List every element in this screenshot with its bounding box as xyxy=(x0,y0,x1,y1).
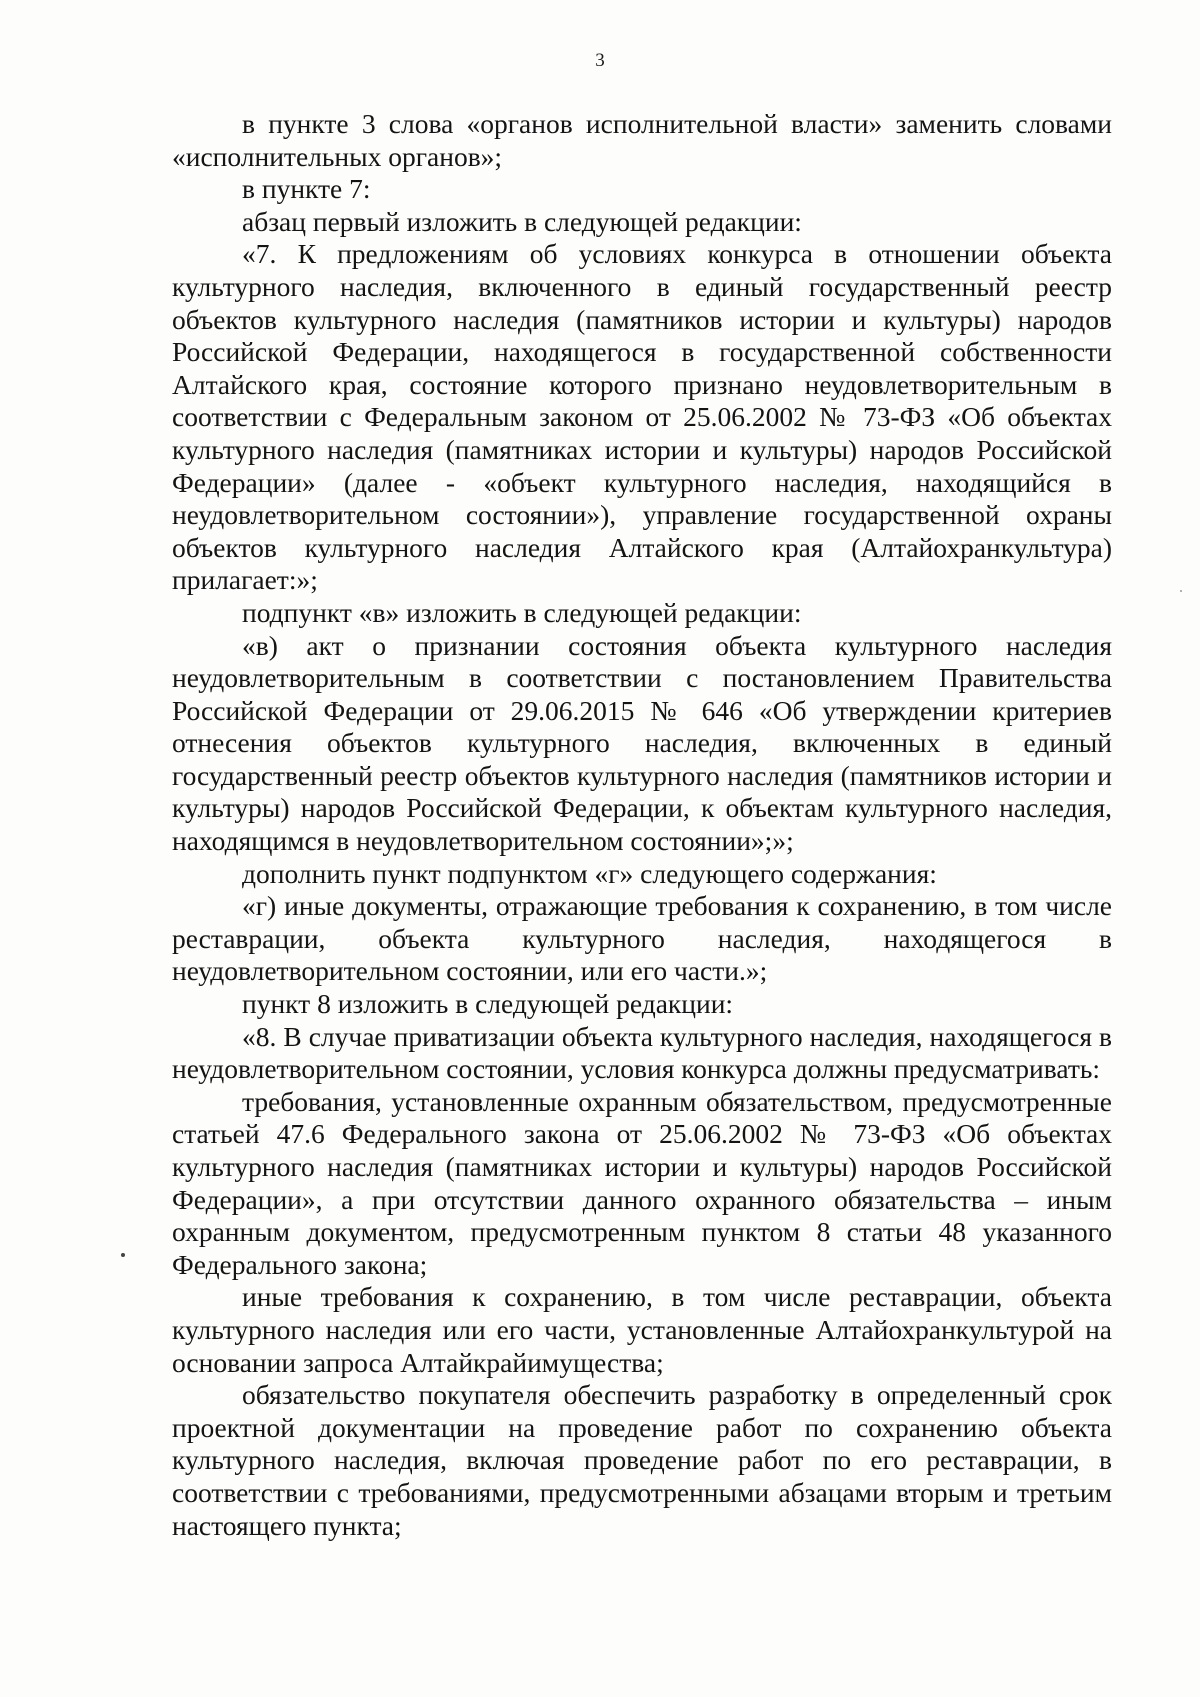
paragraph: абзац первый изложить в следующей редакции: xyxy=(242,205,802,237)
paragraph: «в) акт о признании состояния объекта культурного наследия неудовлетворительным в соответствии с постановлением Правительства Российской Федерации от 29.06.2015 № 646 «Об утверждении критериев отнесения объектов культурного наследия, включенных в единый государственный реестр объектов культурного наследия (памятников истории и культуры) народов Российской Федерации, к объектам культурного наследия, находящимся в неудовлетворительном состоянии»;»; xyxy=(172,629,1112,857)
paragraph: обязательство покупателя обеспечить разработку в определенный срок проектной документации на проведение работ по сохранению объекта культурного наследия, включая проведение работ по его реставрации, в соответствии с требованиями, предусмотренными абзацами вторым и третьим настоящего пункта; xyxy=(172,1379,1112,1541)
paragraph: «г) иные документы, отражающие требования к сохранению, в том числе реставрации, объекта культурного наследия, находящегося в неудовлетворительном состоянии, или его части.»; xyxy=(172,890,1112,987)
paragraph: требования, установленные охранным обязательством, предусмотренные статьей 47.6 Федерального закона от 25.06.2002 № 73-ФЗ «Об объектах культурного наследия (памятниках истории и культуры) народов Российской Федерации», а при отсутствии данного охранного обязательства – иным охранным документом, предусмотренным пунктом 8 статьи 48 указанного Федерального закона; xyxy=(172,1085,1112,1280)
paragraph: в пункте 7: xyxy=(242,173,371,205)
paragraph: пункт 8 изложить в следующей редакции: xyxy=(242,988,734,1020)
paragraph: «8. В случае приватизации объекта культурного наследия, находящегося в неудовлетворительном состоянии, условия конкурса должны предусматривать: xyxy=(172,1020,1112,1085)
paragraph: дополнить пункт подпунктом «г» следующего содержания: xyxy=(242,857,937,889)
paragraph: «7. К предложениям об условиях конкурса в отношении объекта культурного наследия, включенного в единый государственный реестр объектов культурного наследия (памятников истории и культуры) народов Российской Федерации, находящегося в государственной собственности Алтайского края, состояние которого признано неудовлетворительным в соответствии с Федеральным законом от 25.06.2002 № 73-ФЗ «Об объектах культурного наследия (памятниках истории и культуры) народов Российской Федерации» (далее - «объект культурного наследия, находящийся в неудовлетворительном состоянии»), управление государственной охраны объектов культурного наследия Алтайского края (Алтайохранкультура) прилагает:»; xyxy=(172,238,1112,596)
paragraph: подпункт «в» изложить в следующей редакции: xyxy=(242,596,802,628)
scan-speck xyxy=(121,1253,125,1257)
paragraph: иные требования к сохранению, в том числе реставрации, объекта культурного наследия или его части, установленные Алтайохранкультурой на основании запроса Алтайкрайимущества; xyxy=(172,1281,1112,1378)
paragraph: в пункте 3 слова «органов исполнительной власти» заменить словами «исполнительных органов»; xyxy=(172,108,1112,172)
page-number: 3 xyxy=(595,50,605,71)
document-body xyxy=(172,108,1112,1542)
scan-speck xyxy=(1180,590,1182,592)
